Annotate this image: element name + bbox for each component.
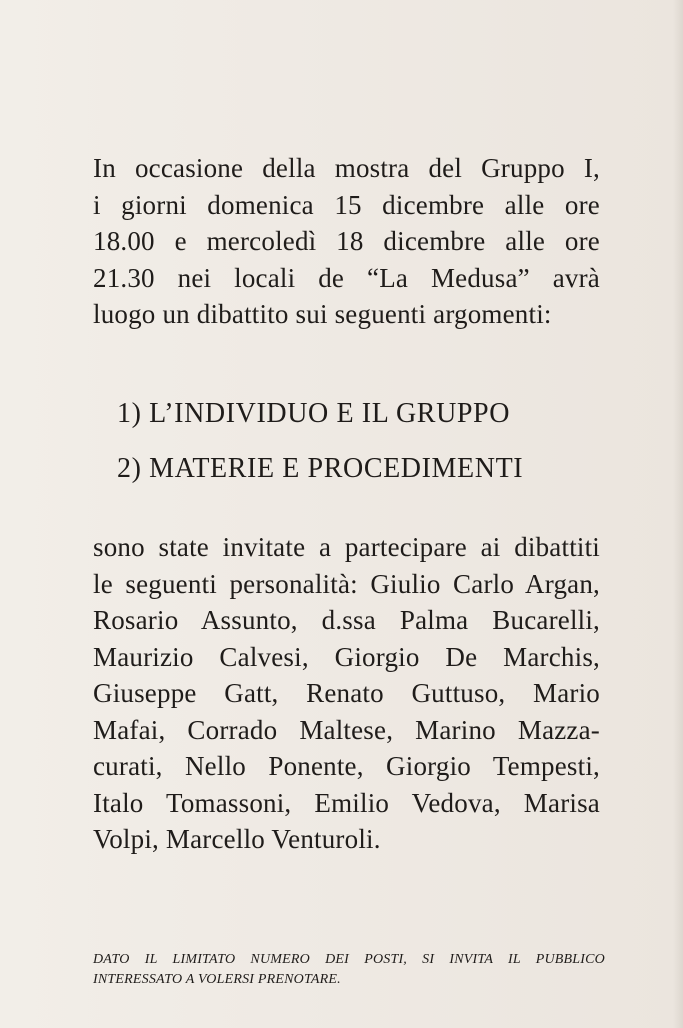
notice-line: DATO IL LIMITATO NUMERO DEI POSTI, SI INVITA IL PUBBLICO bbox=[93, 952, 605, 967]
invitees-line: Giuseppe Gatt, Renato Guttuso, Mario bbox=[93, 678, 600, 708]
intro-line: 18.00 e mercoledì 18 dicembre alle ore bbox=[93, 226, 600, 256]
invitees-line: Maurizio Calvesi, Giorgio De Marchis, bbox=[93, 641, 600, 672]
invitees-line: Mafai, Corrado Maltese, Marino Mazza- bbox=[93, 714, 600, 745]
invitees-line: Rosario Assunto, d.ssa Palma Bucarelli, bbox=[93, 605, 600, 635]
intro-paragraph bbox=[93, 150, 600, 333]
intro-line: 21.30 nei locali de “La Medusa” avrà bbox=[93, 262, 600, 293]
intro-line: i giorni domenica 15 dicembre alle ore bbox=[93, 189, 600, 220]
intro-line: In occasione della mostra del Gruppo I, bbox=[93, 153, 600, 183]
invitees-line: le seguenti personalità: Giulio Carlo Argan, bbox=[93, 568, 600, 599]
topic-item-1: 1) L’INDIVIDUO E IL GRUPPO bbox=[117, 398, 511, 429]
topic-item-2: 2) MATERIE E PROCEDIMENTI bbox=[117, 453, 524, 484]
invitees-line: Italo Tomassoni, Emilio Vedova, Marisa bbox=[93, 787, 600, 818]
intro-line: luogo un dibattito sui seguenti argomenti: bbox=[93, 299, 552, 329]
topics-list bbox=[117, 386, 587, 496]
reservation-notice bbox=[93, 950, 605, 990]
invitees-paragraph bbox=[93, 529, 600, 858]
invitees-line: curati, Nello Ponente, Giorgio Tempesti, bbox=[93, 751, 600, 781]
invitees-line: Volpi, Marcello Venturoli. bbox=[93, 824, 381, 854]
invitees-line: sono state invitate a partecipare ai dibattiti bbox=[93, 532, 600, 562]
notice-line: INTERESSATO A VOLERSI PRENOTARE. bbox=[93, 972, 341, 987]
page-edge-shadow bbox=[673, 0, 683, 1028]
